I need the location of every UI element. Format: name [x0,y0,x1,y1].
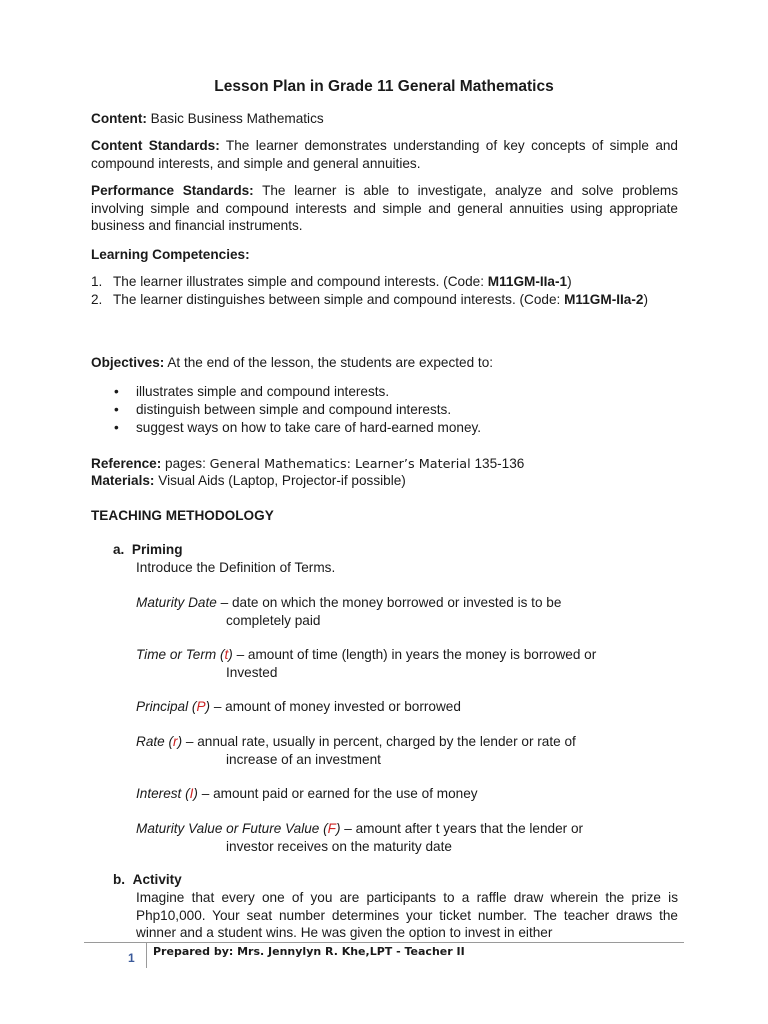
objectives-text: At the end of the lesson, the students are expected to: [164,355,494,370]
competency-end: ) [567,274,572,289]
materials-label: Materials: [91,473,155,488]
term-text: – annual rate, usually in percent, charged by the lender or rate of [182,734,576,749]
term-definition [136,646,696,681]
competency-item [91,291,678,309]
materials-line [91,472,678,490]
bullet-icon: • [114,384,119,399]
content-line [91,110,678,128]
term-paren: ) [228,647,233,662]
footer-divider [84,942,684,943]
page-number: 1 [128,951,135,965]
reference-text: pages: [161,456,210,471]
term-name: Time or Term ( [136,647,225,662]
footer-vertical-divider [146,942,147,968]
reference-pages: 135-136 [470,456,525,471]
term-text: – date on which the money borrowed or invested is to be [216,595,562,610]
reference-book: General Mathematics: Learner’s Material [209,457,471,472]
objective-item [114,419,482,437]
prepared-by: Prepared by: Mrs. Jennylyn R. Khe,LPT - Teacher II [153,945,465,958]
page-title: Lesson Plan in Grade 11 General Mathematics [214,78,554,95]
competency-text: The learner distinguishes between simple and compound interests. (Code: [113,292,565,307]
competency-number: 1. [91,274,103,289]
objective-item [114,401,452,419]
term-definition [136,785,696,803]
term-symbol: t [224,647,229,662]
bullet-icon: • [114,420,119,435]
performance-standards [91,182,678,235]
term-name: Rate ( [136,734,174,749]
performance-standards-text: The learner is able to investigate, analyze and solve problems involving simple and compound interests and simple and general annuities using appropriate business and financial instruments. [91,183,679,233]
content-label: Content: [91,111,147,126]
objectives-line [91,354,678,372]
term-continuation: Invested [226,664,278,680]
term-name: Interest ( [136,786,190,801]
term-continuation: increase of an investment [226,751,381,767]
term-paren: ) [193,786,198,801]
competency-code: M11GM-IIa-1 [487,274,568,289]
objective-text: illustrates simple and compound interests. [136,384,390,399]
term-text: – amount paid or earned for the use of money [197,786,478,801]
methodology-heading: TEACHING METHODOLOGY [91,508,274,523]
term-symbol: I [189,786,194,801]
content-standards-text: The learner demonstrates understanding of key concepts of simple and compound interests, and simple and general annuities. [91,138,678,171]
activity-text: Imagine that every one of you are participants to a raffle draw wherein the prize is Php10,000. Your seat number determines your ticket number. The teacher draws the winner and a student wins. He was given the option to invest in either [136,890,678,940]
reference-line [91,455,678,474]
competency-item [91,273,678,291]
competency-number: 2. [91,292,103,307]
content-standards-label: Content Standards: [91,138,220,153]
learning-competencies-label [91,246,678,264]
term-name: Principal ( [136,699,197,714]
term-text: – amount after t years that the lender or [340,821,584,836]
objectives-label: Objectives: [91,355,165,370]
term-definition [136,820,696,855]
term-paren: ) [177,734,183,749]
term-name: Maturity Value or Future Value ( [136,821,328,836]
term-definition [136,594,696,629]
bullet-icon: • [114,402,119,417]
objective-text: suggest ways on how to take care of hard-earned money. [136,420,482,435]
term-paren: ) [205,699,211,714]
term-continuation: investor receives on the maturity date [226,838,452,854]
competency-code: M11GM-IIa-2 [564,292,644,307]
term-definition [136,733,696,768]
term-text: – amount of time (length) in years the money is borrowed or [232,647,597,662]
activity-heading: b. Activity [113,872,182,887]
term-continuation: completely paid [226,612,321,628]
term-text: – amount of money invested or borrowed [210,699,461,714]
term-symbol: r [173,734,178,749]
priming-heading: a. Priming [113,542,183,557]
materials-text: Visual Aids (Laptop, Projector-if possible) [154,473,406,488]
priming-intro: Introduce the Definition of Terms. [136,560,336,575]
term-name: Maturity Date [136,595,217,610]
performance-standards-label: Performance Standards: [91,183,254,198]
content-text: Basic Business Mathematics [146,111,324,126]
term-definition [136,698,696,716]
term-symbol: P [196,699,206,714]
competency-text: The learner illustrates simple and compound interests. (Code: [113,274,488,289]
objective-item [114,383,390,401]
term-symbol: F [327,821,336,836]
learning-competencies-heading: Learning Competencies: [91,247,250,262]
content-standards [91,137,678,172]
reference-label: Reference: [91,456,162,471]
term-paren: ) [335,821,341,836]
competency-end: ) [643,292,648,307]
objective-text: distinguish between simple and compound interests. [136,402,452,417]
